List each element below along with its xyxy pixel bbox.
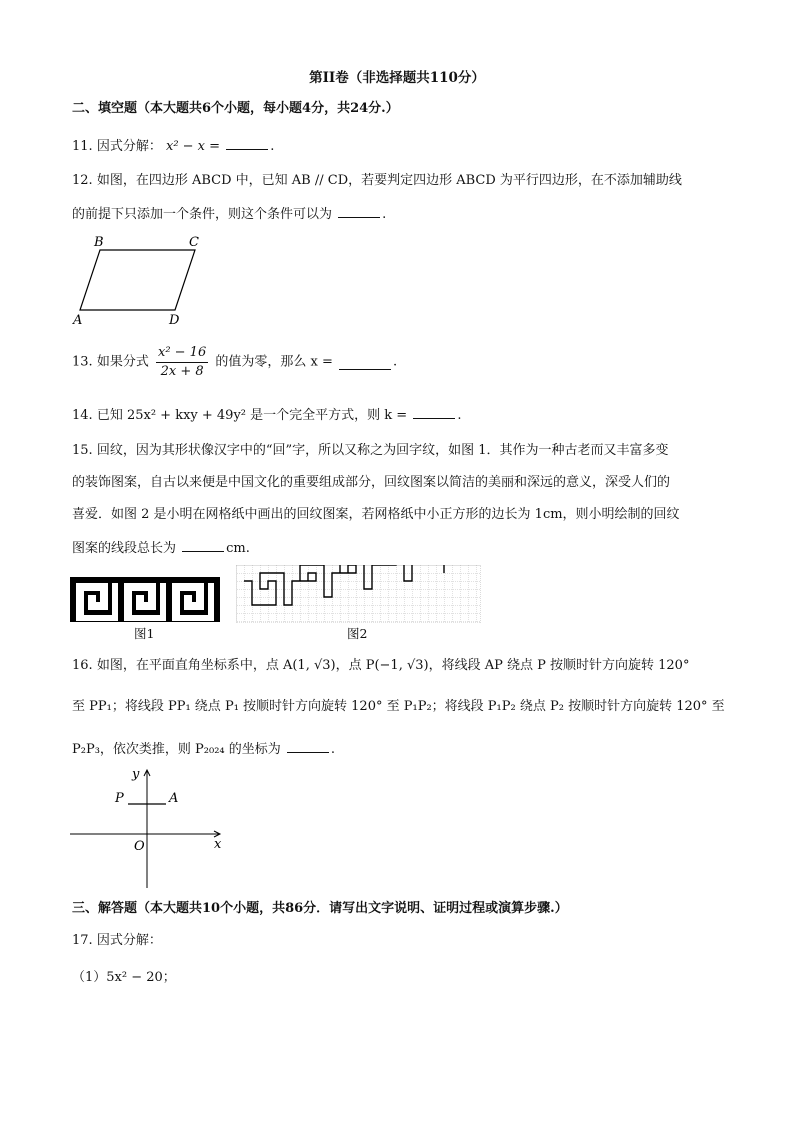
label-D: D (169, 313, 180, 327)
axes (70, 770, 220, 888)
q14-end: . (457, 408, 462, 423)
grid-paper (236, 565, 481, 623)
question-13 (72, 344, 397, 381)
q15-answer-blank[interactable] (182, 537, 224, 552)
q13-end: . (393, 354, 398, 370)
question-15-line1 (72, 441, 669, 461)
label-A: A (73, 313, 83, 327)
q16-text-line3: P₂P₃，依次类推，则 P₂₀₂₄ 的坐标为 (72, 742, 281, 757)
label-A-point: A (169, 791, 179, 806)
q15-text-line1: 回纹，因为其形状像汉字中的“回”字，所以又称之为回字纹，如图 1．其作为一种古老而又丰富多变 (96, 443, 669, 458)
q15-number: 15. (72, 443, 93, 458)
question-14 (72, 404, 461, 426)
label-P: P (115, 791, 124, 806)
question-16-line3 (72, 738, 335, 760)
question-15-line3: 喜爱．如图 2 是小明在网格纸中画出的回纹图案，若网格纸中小正方形的边长为 1cm，则小明绘制的回纹 (72, 507, 680, 522)
label-O: O (134, 839, 145, 854)
q14-number: 14. (72, 408, 93, 423)
q16-end: . (330, 742, 336, 757)
parallelogram-shape (80, 250, 195, 310)
q13-fraction (156, 344, 208, 381)
page-title: 第II卷（非选择题共110分） (309, 70, 485, 86)
q15-unit: cm. (226, 541, 250, 556)
q13-mid: 的值为零，那么 x = (215, 354, 333, 370)
q13-denominator: 2x + 8 (160, 364, 204, 379)
q16-answer-blank[interactable] (287, 738, 329, 753)
section-3-heading: 三、解答题（本大题共10个小题，共86分．请写出文字说明、证明过程或演算步骤.） (72, 901, 568, 916)
q13-number: 13. (72, 354, 93, 370)
q11-lead: 因式分解： (96, 139, 162, 154)
label-x: x (214, 837, 222, 852)
label-B: B (94, 235, 104, 250)
q14-answer-blank[interactable] (413, 404, 455, 419)
question-15-line2: 的装饰图案，自古以来便是中国文化的重要组成部分，回纹图案以简洁的美丽和深远的意义，深受人们的 (72, 475, 671, 490)
coordinate-plane-figure (70, 766, 230, 891)
figure-1-caption: 图1 (134, 626, 155, 641)
question-12-line2 (72, 203, 386, 225)
parallelogram-figure (70, 232, 220, 327)
q12-text-line1: 如图，在四边形 ABCD 中，已知 AB // CD，若要判定四边形 ABCD 为平行四边形，在不添加辅助线 (96, 173, 682, 188)
question-17 (72, 931, 162, 951)
question-15-line4 (72, 537, 250, 559)
q13-answer-blank[interactable] (339, 355, 391, 370)
meander-figure-1 (70, 577, 220, 622)
figure-2-caption: 图2 (347, 626, 368, 641)
q17-number: 17. (72, 933, 93, 948)
q16-number: 16. (72, 658, 93, 673)
q12-text-line2: 的前提下只添加一个条件，则这个条件可以为 (72, 207, 333, 222)
q16-text-line1: 如图，在平面直角坐标系中，点 A(1, √3)，点 P(−1, √3)，将线段 AP 绕点 P 按顺时针方向旋转 120° (96, 658, 690, 673)
question-12-line1 (72, 171, 682, 191)
question-17-part1: （1）5x² − 20； (72, 970, 176, 985)
label-y: y (132, 767, 140, 782)
q13-numerator: x² − 16 (156, 344, 208, 363)
q17-text: 因式分解： (96, 933, 162, 948)
meander-figure-2 (236, 565, 481, 623)
q12-answer-blank[interactable] (338, 203, 380, 218)
question-16-line2: 至 PP₁；将线段 PP₁ 绕点 P₁ 按顺时针方向旋转 120° 至 P₁P₂；将线段 P₁P₂ 绕点 P₂ 按顺时针方向旋转 120° 至 (72, 699, 725, 714)
label-C: C (189, 235, 199, 250)
q11-number: 11. (72, 139, 93, 154)
q13-lead: 如果分式 (96, 354, 149, 370)
q15-text-line4: 图案的线段总长为 (72, 541, 177, 556)
question-16-line1 (72, 656, 689, 676)
q12-end: . (382, 207, 387, 222)
q14-text: 已知 25x² + kxy + 49y² 是一个完全平方式，则 k = (96, 408, 408, 423)
q11-end: . (270, 139, 275, 154)
meander-pattern (76, 583, 214, 621)
q11-answer-blank[interactable] (226, 135, 268, 150)
section-2-heading: 二、填空题（本大题共6个小题，每小题4分，共24分.） (72, 101, 399, 116)
question-11 (72, 135, 274, 157)
q11-expression: x² − x = (165, 139, 221, 154)
q12-number: 12. (72, 173, 93, 188)
